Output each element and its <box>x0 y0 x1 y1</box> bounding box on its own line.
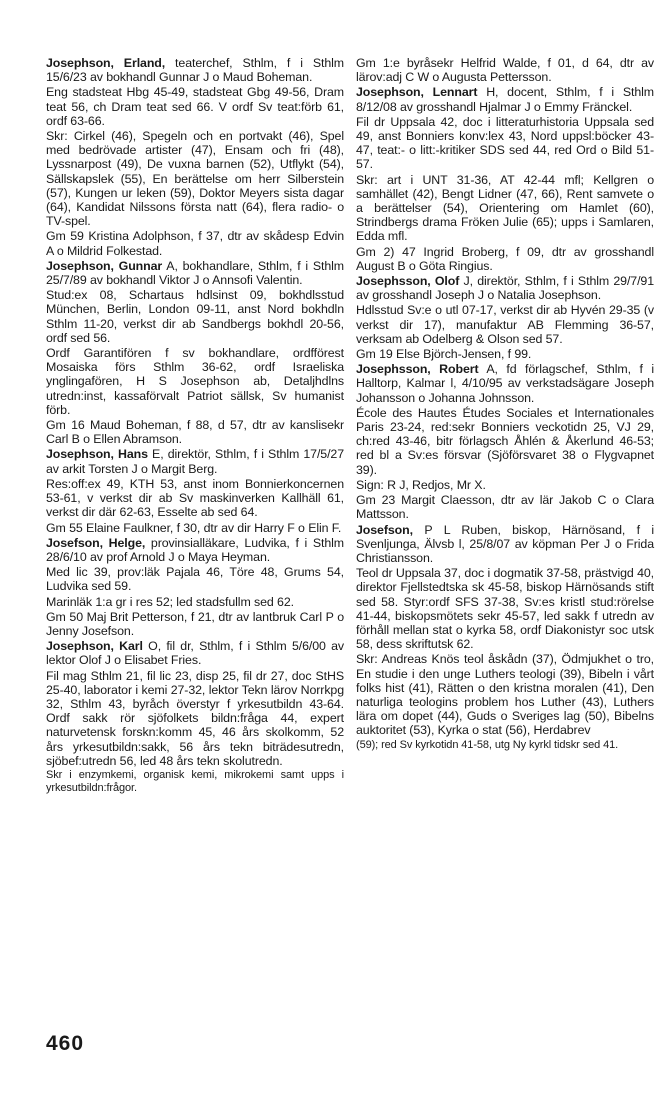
entry-paragraph <box>356 523 654 566</box>
entry-paragraph <box>356 478 654 492</box>
entry-paragraph <box>356 739 654 752</box>
entry-paragraph <box>46 346 344 417</box>
entry-text: H, docent, Sthlm, f i Sthlm 8/12/08 av grosshandl Hjalmar J o Emmy Fränckel. <box>356 85 654 114</box>
entry-text: Gm 55 Elaine Faulkner, f 30, dtr av dir Harry F o Elin F. <box>46 520 342 535</box>
entry-paragraph <box>46 610 344 638</box>
entry-paragraph <box>356 56 654 84</box>
page-number: 460 <box>46 1032 85 1055</box>
entry-name: Josephson, Gunnar <box>46 258 163 273</box>
entry-text: A, fd förlagschef, Sthlm, f i Halltorp, Kalmar l, 4/10/95 av verkstadsägare Joseph Johansson o Johanna Johnsson. <box>356 362 654 405</box>
entry-text: Skr i enzymkemi, organisk kemi, mikrokemi samt upps i yrkesutbildn:frågor. <box>46 768 344 794</box>
entry-paragraph <box>46 229 344 257</box>
entry-paragraph <box>356 173 654 244</box>
entry-text: J, direktör, Sthlm, f i Sthlm 29/7/91 av grosshandl Joseph J o Natalia Josephson. <box>356 274 654 303</box>
right-column <box>356 56 654 752</box>
entry-text: École des Hautes Études Sociales et Internationales Paris 23-24, red:sekr Bonniers veckotidn 25, VJ 29, ch:red 43-46, bitr förlagsch Åhlén & Åkerlund 46-53; red bl a Sv:es försvar (Sjöförsvaret 38 o Flygvapnet 39). <box>356 405 654 477</box>
entry-name: Josefson, <box>356 522 413 537</box>
entry-paragraph <box>46 769 344 795</box>
entry-text: E, direktör, Sthlm, f i Sthlm 17/5/27 av arkit Torsten J o Margit Berg. <box>46 447 344 476</box>
entry-name: Josephsson, Olof <box>356 274 460 289</box>
entry-text: Res:off:ex 49, KTH 53, anst inom Bonnierkoncernen 53-61, v verkst dir ab Sv maskinverken Kallhäll 61, verkst dir där 62-63, Esselte ab sed 64. <box>46 476 344 520</box>
entry-paragraph <box>356 274 654 302</box>
entry-paragraph <box>46 521 344 535</box>
entry-text: Gm 23 Margit Claesson, dtr av lär Jakob C o Clara Mattsson. <box>356 493 654 522</box>
entry-paragraph <box>356 566 654 651</box>
entry-paragraph <box>356 347 654 361</box>
entry-text: Skr: Cirkel (46), Spegeln och en portvakt (46), Spel med bedrövade artister (47), Ensam och fri (48), Lyssnarpost (49), De vuxna barnen (52), Utflykt (54), Sällskapslek (55), En berättelse om herr Silberstein (57), Kungen ur leken (59), Doktor Meyers sista dagar (64), Kandidat Nilssons första natt (64), flera radio- o TV-spel. <box>46 129 344 229</box>
entry-paragraph <box>46 477 344 520</box>
entry-text: Eng stadsteat Hbg 45-49, stadsteat Gbg 49-56, Dram teat 56, ch Dram teat sed 66. V ordf Sv teat:förb 61, ordf 63-66. <box>46 85 344 128</box>
entry-name: Josephson, Lennart <box>356 85 478 100</box>
entry-name: Josephson, Erland, <box>46 56 166 70</box>
left-column <box>46 56 344 796</box>
entry-text: Gm 59 Kristina Adolphson, f 37, dtr av skådesp Edvin A o Mildrid Folkestad. <box>46 229 344 258</box>
entry-text: Fil mag Sthlm 21, fil lic 23, disp 25, fil dr 27, doc StHS 25-40, laborator i kemi 27-32, lektor Tekn lärov Norrkpg 32, Sthlm 43, byråch överstyr f yrkesutbildn 43-64. Ordf sakk rör sjöfolkets bildn:fråga 44, expert naturvetensk forskn:komm 45, 46 års skolkomm, 52 års yrkesutbildn:sakk, 56 års tekn biträdesutredn, sjöbef:utredn 56, led 48 års tekn skolutredn. <box>46 668 344 768</box>
entry-paragraph <box>46 595 344 609</box>
entry-text: P L Ruben, biskop, Härnösand, f i Svenljunga, Älvsb l, 25/8/07 av köpman Per J o Frida Christiansson. <box>356 522 654 565</box>
entry-paragraph <box>46 85 344 128</box>
entry-text: provinsialläkare, Ludvika, f i Sthlm 28/6/10 av prof Arnold J o Maya Heyman. <box>46 535 344 564</box>
entry-text: teaterchef, Sthlm, f i Sthlm 15/6/23 av bokhandl Gunnar J o Maud Boheman. <box>46 56 344 85</box>
entry-text: Skr: Andreas Knös teol åskådn (37), Ödmjukhet o tro, En studie i den unge Luthers teologi (39), Bibeln i vårt folks hist (41), Rätten o den kristna moralen (41), Den naturliga teologins problem hos Luther (43), Luthers lära om dopet (44), Guds o Sveriges lag (50), Bibelns auktoritet (53), Kyrka o stat (56), Herdabrev <box>356 652 654 738</box>
entry-paragraph <box>46 259 344 287</box>
entry-text: Sign: R J, Redjos, Mr X. <box>356 477 486 492</box>
entry-paragraph <box>46 56 344 84</box>
entry-paragraph <box>46 669 344 768</box>
entry-text: Skr: art i UNT 31-36, AT 42-44 mfl; Kellgren o samhället (42), Bengt Lidner (47, 66), Rent samvete o a berättelser (54), Orientering om Hamlet (60), Strindbergs drama Fröken Julie (65); upps i Samlaren, Edda mfl. <box>356 172 654 244</box>
entry-paragraph <box>46 536 344 564</box>
entry-text: Teol dr Uppsala 37, doc i dogmatik 37-58, prästvigd 40, direktor Fjellstedtska sk 45-58, biskop Härnösands stift sed 58. Styr:ordf SFS 37-38, Sv:es kristl stud:rörelse 41-44, biskopsmötets sekr 45-57, led sakk f utredn av förhåll mellan stat o kyrka 58, ordf Diakonistyr soc utsk 58, dess skriftutsk 62. <box>356 566 654 652</box>
entry-paragraph <box>356 652 654 737</box>
entry-text: Marinläk 1:a gr i res 52; led stadsfullm sed 62. <box>46 594 294 609</box>
entry-text: Gm 2) 47 Ingrid Broberg, f 09, dtr av grosshandl August B o Göta Ringius. <box>356 244 654 273</box>
entry-paragraph <box>356 493 654 521</box>
entry-name: Josefson, Helge, <box>46 535 146 550</box>
entry-paragraph <box>356 406 654 477</box>
entry-paragraph <box>46 447 344 475</box>
entry-paragraph <box>46 639 344 667</box>
entry-name: Josephsson, Robert <box>356 362 479 377</box>
entry-paragraph <box>356 362 654 405</box>
entry-paragraph <box>356 303 654 346</box>
entry-paragraph <box>356 85 654 113</box>
entry-paragraph <box>356 245 654 273</box>
entry-paragraph <box>46 565 344 593</box>
entry-text: O, fil dr, Sthlm, f i Sthlm 5/6/00 av lektor Olof J o Elisabet Fries. <box>46 639 344 668</box>
entry-name: Josephson, Karl <box>46 639 143 654</box>
entry-name: Josephson, Hans <box>46 447 148 462</box>
entry-text: Gm 50 Maj Brit Petterson, f 21, dtr av lantbruk Carl P o Jenny Josefson. <box>46 609 344 638</box>
entry-text: A, bokhandlare, Sthlm, f i Sthlm 25/7/89 av bokhandl Viktor J o Annsofi Valentin. <box>46 258 344 288</box>
entry-text: Ordf Garantifören f sv bokhandlare, ordfförest Mosaiska förs Sthlm 36-62, ordf Israeliska ynglingafören, H S Josephson ab, Detaljhdlns utredn:inst, kassaförvalt Patriot sällsk, Sv humanist förb. <box>46 346 344 417</box>
entry-text: Fil dr Uppsala 42, doc i litteraturhistoria Uppsala sed 49, anst Bonniers konv:lex 43, Nord uppsl:böcker 43-47, teat:- o litt:-kritiker SDS sed 44, red Ord o Bild 51-57. <box>356 114 654 172</box>
entry-paragraph <box>46 288 344 345</box>
entry-text: Med lic 39, prov:läk Pajala 46, Töre 48, Grums 54, Ludvika sed 59. <box>46 565 344 594</box>
entry-paragraph <box>46 418 344 446</box>
entry-text: Gm 1:e byråsekr Helfrid Walde, f 01, d 64, dtr av lärov:adj C W o Augusta Pettersson. <box>356 56 654 85</box>
entry-text: Gm 19 Else Björch-Jensen, f 99. <box>356 347 532 362</box>
entry-paragraph <box>46 129 344 228</box>
entry-text: Hdlsstud Sv:e o utl 07-17, verkst dir ab Hyvén 29-35 (v verkst dir 17), manufaktur AB Flemming 36-57, verksam ab Odelberg & Olson sed 57. <box>356 303 654 346</box>
entry-text: Gm 16 Maud Boheman, f 88, d 57, dtr av kanslisekr Carl B o Ellen Abramson. <box>46 418 344 447</box>
entry-text: (59); red Sv kyrkotidn 41-58, utg Ny kyrkl tidskr sed 41. <box>356 738 619 751</box>
entry-paragraph <box>356 115 654 172</box>
entry-text: Stud:ex 08, Schartaus hdlsinst 09, bokhdlsstud München, Berlin, London 09-11, anst Nord bokhdln Sthlm 11-20, verkst dir ab Sandbergs bokhdl 20-56, ordf sed 56. <box>46 288 344 345</box>
